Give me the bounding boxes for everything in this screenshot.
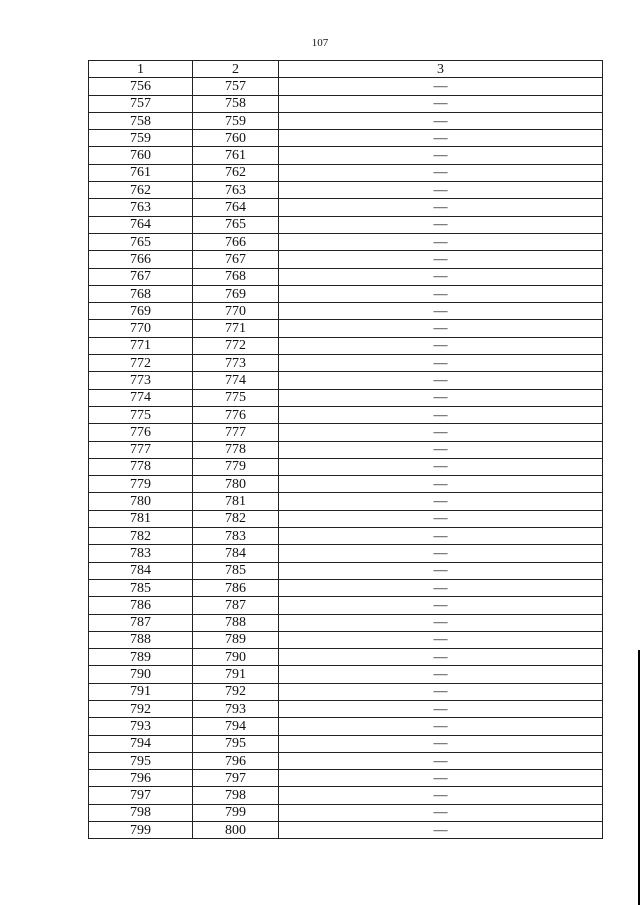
table-cell-col3: — [279, 510, 603, 527]
table-cell-col2: 758 [193, 95, 279, 112]
table-row [89, 164, 603, 181]
table-cell-col1: 797 [89, 787, 193, 804]
table-cell-col1: 760 [89, 147, 193, 164]
table-cell-col1: 767 [89, 268, 193, 285]
table-cell-col3: — [279, 406, 603, 423]
table-cell-col3: — [279, 752, 603, 769]
table-cell-col1: 768 [89, 285, 193, 302]
table-cell-col2: 760 [193, 130, 279, 147]
table-row [89, 285, 603, 302]
table-cell-col3: — [279, 424, 603, 441]
table-cell-col2: 777 [193, 424, 279, 441]
page-number: 107 [311, 37, 329, 49]
table-cell-col2: 765 [193, 216, 279, 233]
table-row [89, 199, 603, 216]
table-cell-col3: — [279, 372, 603, 389]
table-cell-col2: 762 [193, 164, 279, 181]
table-cell-col1: 792 [89, 700, 193, 717]
table-row [89, 130, 603, 147]
table-cell-col1: 779 [89, 476, 193, 493]
table-cell-col3: — [279, 337, 603, 354]
table-cell-col1: 770 [89, 320, 193, 337]
table-cell-col1: 786 [89, 597, 193, 614]
table-cell-col1: 783 [89, 545, 193, 562]
table-cell-col1: 793 [89, 718, 193, 735]
table-row [89, 528, 603, 545]
table-cell-col2: 773 [193, 355, 279, 372]
table-cell-col1: 795 [89, 752, 193, 769]
table-cell-col1: 775 [89, 406, 193, 423]
table-cell-col1: 758 [89, 112, 193, 129]
table-cell-col2: 798 [193, 787, 279, 804]
table-cell-col3: — [279, 233, 603, 250]
table-cell-col3: — [279, 251, 603, 268]
table-cell-col1: 785 [89, 579, 193, 596]
table-cell-col2: 792 [193, 683, 279, 700]
table-row [89, 822, 603, 839]
table-row [89, 735, 603, 752]
table-cell-col3: — [279, 182, 603, 199]
table-row [89, 424, 603, 441]
table-row [89, 251, 603, 268]
table-row [89, 476, 603, 493]
table-cell-col2: 788 [193, 614, 279, 631]
table-cell-col2: 757 [193, 78, 279, 95]
table-cell-col2: 800 [193, 822, 279, 839]
table-cell-col3: — [279, 545, 603, 562]
table-cell-col2: 775 [193, 389, 279, 406]
table-cell-col2: 791 [193, 666, 279, 683]
column-header-1: 1 [89, 61, 193, 78]
table-cell-col3: — [279, 95, 603, 112]
table-cell-col2: 795 [193, 735, 279, 752]
table-cell-col2: 794 [193, 718, 279, 735]
table-cell-col3: — [279, 164, 603, 181]
data-table [88, 60, 603, 839]
table-cell-col2: 783 [193, 528, 279, 545]
table-cell-col2: 771 [193, 320, 279, 337]
table-cell-col1: 796 [89, 770, 193, 787]
table-cell-col1: 781 [89, 510, 193, 527]
table-cell-col3: — [279, 649, 603, 666]
table-cell-col3: — [279, 787, 603, 804]
table-cell-col1: 784 [89, 562, 193, 579]
table-cell-col3: — [279, 285, 603, 302]
table-row [89, 406, 603, 423]
table-row [89, 337, 603, 354]
table-cell-col2: 772 [193, 337, 279, 354]
table-cell-col3: — [279, 303, 603, 320]
table-cell-col1: 794 [89, 735, 193, 752]
table-cell-col2: 784 [193, 545, 279, 562]
table-row [89, 718, 603, 735]
table-cell-col3: — [279, 735, 603, 752]
table-cell-col3: — [279, 770, 603, 787]
table-row [89, 614, 603, 631]
table-cell-col2: 785 [193, 562, 279, 579]
table-cell-col1: 761 [89, 164, 193, 181]
table-cell-col3: — [279, 804, 603, 821]
table-cell-col1: 763 [89, 199, 193, 216]
table-cell-col3: — [279, 476, 603, 493]
table-row [89, 78, 603, 95]
table-cell-col1: 772 [89, 355, 193, 372]
table-row [89, 458, 603, 475]
table-cell-col1: 766 [89, 251, 193, 268]
table-cell-col2: 799 [193, 804, 279, 821]
table-cell-col2: 796 [193, 752, 279, 769]
table-cell-col2: 769 [193, 285, 279, 302]
table-cell-col1: 777 [89, 441, 193, 458]
table-cell-col2: 790 [193, 649, 279, 666]
table-cell-col1: 757 [89, 95, 193, 112]
table-cell-col3: — [279, 597, 603, 614]
table-cell-col2: 759 [193, 112, 279, 129]
table-cell-col2: 781 [193, 493, 279, 510]
table-cell-col2: 764 [193, 199, 279, 216]
table-row [89, 752, 603, 769]
table-row [89, 216, 603, 233]
table-cell-col1: 789 [89, 649, 193, 666]
table-header-row [89, 61, 603, 78]
table-body [89, 78, 603, 839]
table-cell-col3: — [279, 493, 603, 510]
table-cell-col3: — [279, 822, 603, 839]
table-cell-col2: 786 [193, 579, 279, 596]
table-cell-col1: 756 [89, 78, 193, 95]
table-cell-col3: — [279, 458, 603, 475]
table-cell-col3: — [279, 579, 603, 596]
table-cell-col3: — [279, 562, 603, 579]
table-row [89, 562, 603, 579]
table-cell-col2: 779 [193, 458, 279, 475]
table-row [89, 770, 603, 787]
table-row [89, 182, 603, 199]
table-row [89, 597, 603, 614]
table-row [89, 493, 603, 510]
table-cell-col1: 780 [89, 493, 193, 510]
table-row [89, 320, 603, 337]
table-cell-col2: 766 [193, 233, 279, 250]
table-row [89, 545, 603, 562]
table-cell-col2: 776 [193, 406, 279, 423]
table-cell-col2: 778 [193, 441, 279, 458]
table-cell-col2: 767 [193, 251, 279, 268]
table-cell-col3: — [279, 631, 603, 648]
table-row [89, 787, 603, 804]
table-cell-col2: 768 [193, 268, 279, 285]
table-cell-col3: — [279, 147, 603, 164]
table-row [89, 579, 603, 596]
table-cell-col3: — [279, 130, 603, 147]
table-cell-col1: 759 [89, 130, 193, 147]
table-cell-col2: 770 [193, 303, 279, 320]
table-cell-col1: 799 [89, 822, 193, 839]
table-cell-col2: 761 [193, 147, 279, 164]
table-cell-col2: 774 [193, 372, 279, 389]
table-cell-col1: 769 [89, 303, 193, 320]
table-cell-col3: — [279, 389, 603, 406]
table-cell-col3: — [279, 268, 603, 285]
table-row [89, 355, 603, 372]
table-row [89, 804, 603, 821]
table-cell-col1: 774 [89, 389, 193, 406]
column-header-3: 3 [279, 61, 603, 78]
column-header-2: 2 [193, 61, 279, 78]
table-cell-col3: — [279, 666, 603, 683]
table-cell-col1: 776 [89, 424, 193, 441]
table-cell-col2: 763 [193, 182, 279, 199]
table-cell-col2: 797 [193, 770, 279, 787]
table-cell-col1: 771 [89, 337, 193, 354]
table-cell-col3: — [279, 355, 603, 372]
table-cell-col3: — [279, 718, 603, 735]
table-cell-col2: 787 [193, 597, 279, 614]
table-row [89, 389, 603, 406]
table-row [89, 95, 603, 112]
table-row [89, 303, 603, 320]
table-row [89, 510, 603, 527]
table-cell-col3: — [279, 614, 603, 631]
table-row [89, 631, 603, 648]
table-row [89, 147, 603, 164]
table-cell-col1: 788 [89, 631, 193, 648]
table-cell-col1: 787 [89, 614, 193, 631]
table-cell-col3: — [279, 320, 603, 337]
table-row [89, 666, 603, 683]
table-cell-col3: — [279, 441, 603, 458]
table-cell-col3: — [279, 700, 603, 717]
table-row [89, 112, 603, 129]
table-cell-col1: 765 [89, 233, 193, 250]
table-cell-col3: — [279, 216, 603, 233]
table-row [89, 683, 603, 700]
table-cell-col1: 764 [89, 216, 193, 233]
table-cell-col3: — [279, 199, 603, 216]
table-row [89, 441, 603, 458]
table-row [89, 700, 603, 717]
table-cell-col2: 789 [193, 631, 279, 648]
table-row [89, 372, 603, 389]
table-cell-col3: — [279, 528, 603, 545]
table-row [89, 268, 603, 285]
table-row [89, 233, 603, 250]
table-cell-col3: — [279, 683, 603, 700]
table-cell-col3: — [279, 78, 603, 95]
table-cell-col1: 762 [89, 182, 193, 199]
table-cell-col2: 793 [193, 700, 279, 717]
table-cell-col3: — [279, 112, 603, 129]
table-cell-col1: 782 [89, 528, 193, 545]
table-cell-col2: 782 [193, 510, 279, 527]
table-cell-col1: 791 [89, 683, 193, 700]
table-cell-col1: 798 [89, 804, 193, 821]
table-row [89, 649, 603, 666]
table-cell-col1: 778 [89, 458, 193, 475]
table-cell-col1: 773 [89, 372, 193, 389]
table-cell-col2: 780 [193, 476, 279, 493]
table-cell-col1: 790 [89, 666, 193, 683]
